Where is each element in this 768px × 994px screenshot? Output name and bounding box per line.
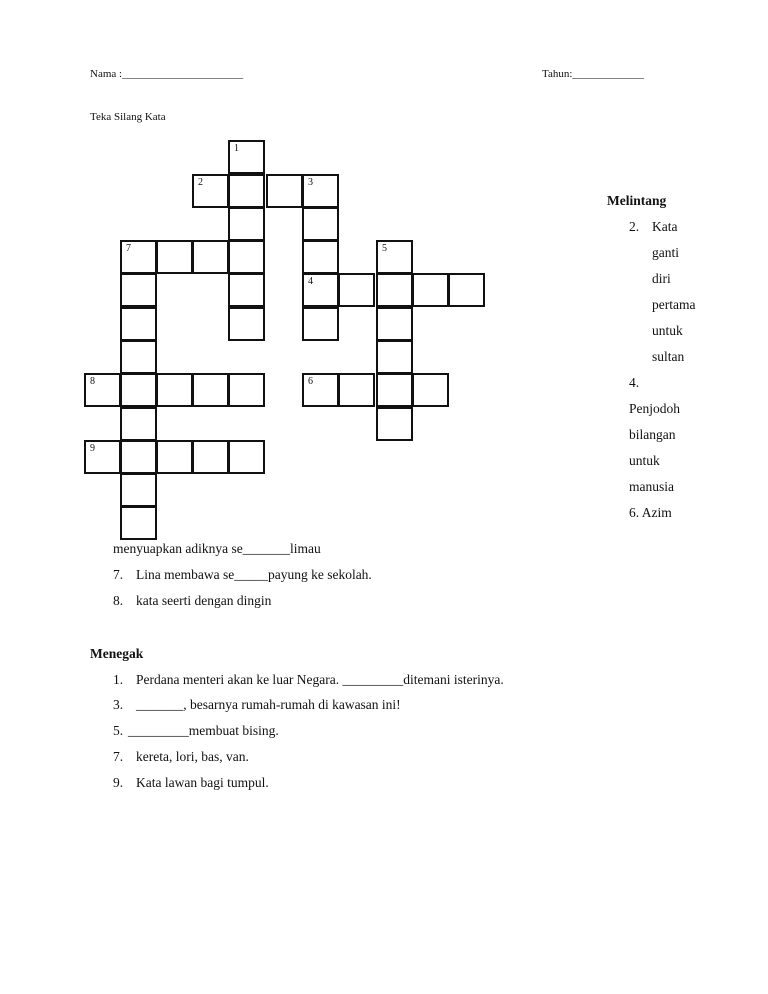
clue-number-label: 1 bbox=[234, 143, 239, 154]
crossword-cell[interactable] bbox=[376, 373, 413, 407]
across-clue-7-text: Lina membawa se_____payung ke sekolah. bbox=[136, 567, 372, 582]
crossword-cell[interactable] bbox=[120, 473, 157, 507]
crossword-cell[interactable] bbox=[376, 240, 413, 274]
across-clue-4-word: untuk bbox=[629, 453, 660, 468]
crossword-cell[interactable] bbox=[156, 373, 193, 407]
crossword-cell[interactable] bbox=[120, 240, 157, 274]
crossword-cell[interactable] bbox=[302, 240, 339, 274]
clue-number-label: 6 bbox=[308, 376, 313, 387]
across-clue-8-number: 8. bbox=[113, 593, 124, 608]
crossword-cell[interactable] bbox=[302, 207, 339, 241]
down-clue-5-number: 5. bbox=[113, 723, 124, 738]
crossword-cell[interactable] bbox=[228, 240, 265, 274]
crossword-cell[interactable] bbox=[228, 207, 265, 241]
crossword-cell[interactable] bbox=[228, 140, 265, 174]
crossword-cell[interactable] bbox=[338, 273, 375, 307]
across-clue-2-word: sultan bbox=[652, 349, 685, 364]
across-clue-2-word: diri bbox=[652, 271, 671, 286]
across-clue-4-word: manusia bbox=[629, 479, 674, 494]
crossword-cell[interactable] bbox=[302, 273, 339, 307]
crossword-cell[interactable] bbox=[228, 174, 265, 208]
clue-number-label: 4 bbox=[308, 276, 313, 287]
down-clue-9-text: Kata lawan bagi tumpul. bbox=[136, 775, 269, 790]
crossword-cell[interactable] bbox=[302, 174, 339, 208]
crossword-cell[interactable] bbox=[120, 307, 157, 341]
crossword-cell[interactable] bbox=[376, 340, 413, 374]
crossword-cell[interactable] bbox=[228, 373, 265, 407]
crossword-cell[interactable] bbox=[84, 373, 121, 407]
across-clue-7-number: 7. bbox=[113, 567, 124, 582]
across-clue-2-word: pertama bbox=[652, 297, 696, 312]
across-clue-2-word: untuk bbox=[652, 323, 683, 338]
down-clue-3-text: _______, besarnya rumah-rumah di kawasan ini! bbox=[136, 697, 401, 712]
year-field-label: Tahun:_____________ bbox=[542, 68, 644, 80]
crossword-cell[interactable] bbox=[120, 373, 157, 407]
down-clue-1-text: Perdana menteri akan ke luar Negara. _________ditemani isterinya. bbox=[136, 672, 504, 687]
crossword-cell[interactable] bbox=[376, 307, 413, 341]
crossword-cell[interactable] bbox=[192, 373, 229, 407]
clue-number-label: 2 bbox=[198, 177, 203, 188]
crossword-cell[interactable] bbox=[228, 440, 265, 474]
crossword-cell[interactable] bbox=[120, 407, 157, 441]
across-clue-2-word: Kata bbox=[652, 219, 678, 234]
crossword-cell[interactable] bbox=[228, 273, 265, 307]
across-clue-2-number: 2. bbox=[629, 219, 640, 234]
clue-number-label: 5 bbox=[382, 243, 387, 254]
crossword-cell[interactable] bbox=[120, 340, 157, 374]
crossword-cell[interactable] bbox=[448, 273, 485, 307]
down-clue-1-number: 1. bbox=[113, 672, 124, 687]
across-clue-8-text: kata seerti dengan dingin bbox=[136, 593, 272, 608]
crossword-cell[interactable] bbox=[192, 240, 229, 274]
down-clue-3-number: 3. bbox=[113, 697, 124, 712]
crossword-cell[interactable] bbox=[84, 440, 121, 474]
down-heading: Menegak bbox=[90, 646, 144, 661]
down-clue-9-number: 9. bbox=[113, 775, 124, 790]
crossword-cell[interactable] bbox=[266, 174, 303, 208]
crossword-cell[interactable] bbox=[302, 307, 339, 341]
clue-number-label: 8 bbox=[90, 376, 95, 387]
crossword-cell[interactable] bbox=[192, 440, 229, 474]
crossword-cell[interactable] bbox=[120, 273, 157, 307]
across-clue-4-word: Penjodoh bbox=[629, 401, 681, 416]
crossword-cell[interactable] bbox=[120, 440, 157, 474]
crossword-cell[interactable] bbox=[338, 373, 375, 407]
crossword-cell[interactable] bbox=[156, 440, 193, 474]
crossword-cell[interactable] bbox=[302, 373, 339, 407]
down-clue-5-text: _________membuat bising. bbox=[128, 723, 279, 738]
crossword-cell[interactable] bbox=[412, 273, 449, 307]
across-clue-6-continued: menyuapkan adiknya se_______limau bbox=[113, 541, 321, 556]
crossword-cell[interactable] bbox=[228, 307, 265, 341]
crossword-cell[interactable] bbox=[376, 273, 413, 307]
page-title: Teka Silang Kata bbox=[90, 111, 166, 123]
across-clue-6-start: 6. Azim bbox=[629, 505, 672, 520]
across-clue-4-number: 4. bbox=[629, 375, 640, 390]
across-clue-4-word: bilangan bbox=[629, 427, 676, 442]
crossword-cell[interactable] bbox=[156, 240, 193, 274]
clue-number-label: 7 bbox=[126, 243, 131, 254]
crossword-cell[interactable] bbox=[376, 407, 413, 441]
down-clue-7-number: 7. bbox=[113, 749, 124, 764]
clue-number-label: 3 bbox=[308, 177, 313, 188]
across-heading: Melintang bbox=[607, 193, 667, 208]
across-clue-2-word: ganti bbox=[652, 245, 679, 260]
clue-number-label: 9 bbox=[90, 443, 95, 454]
crossword-cell[interactable] bbox=[120, 506, 157, 540]
crossword-cell[interactable] bbox=[192, 174, 229, 208]
crossword-cell[interactable] bbox=[412, 373, 449, 407]
name-field-label: Nama :______________________ bbox=[90, 68, 244, 80]
down-clue-7-text: kereta, lori, bas, van. bbox=[136, 749, 249, 764]
